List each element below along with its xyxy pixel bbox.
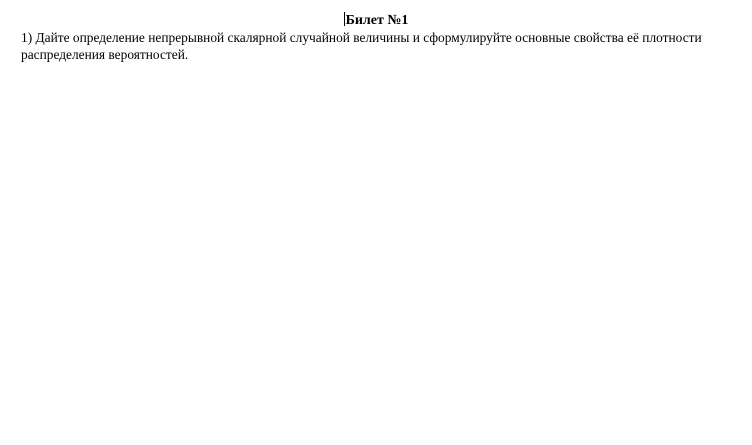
question-1-line-1: 1) Дайте определение непрерывной скалярной случайной величины и сформулируйте основные свойства её плотности — [21, 30, 702, 45]
ticket-title — [0, 12, 752, 29]
ticket-title-text: Билет №1 — [345, 13, 409, 28]
question-1 — [21, 29, 721, 63]
text-cursor — [344, 12, 345, 26]
question-1-line-2: распределения вероятностей. — [21, 47, 189, 62]
